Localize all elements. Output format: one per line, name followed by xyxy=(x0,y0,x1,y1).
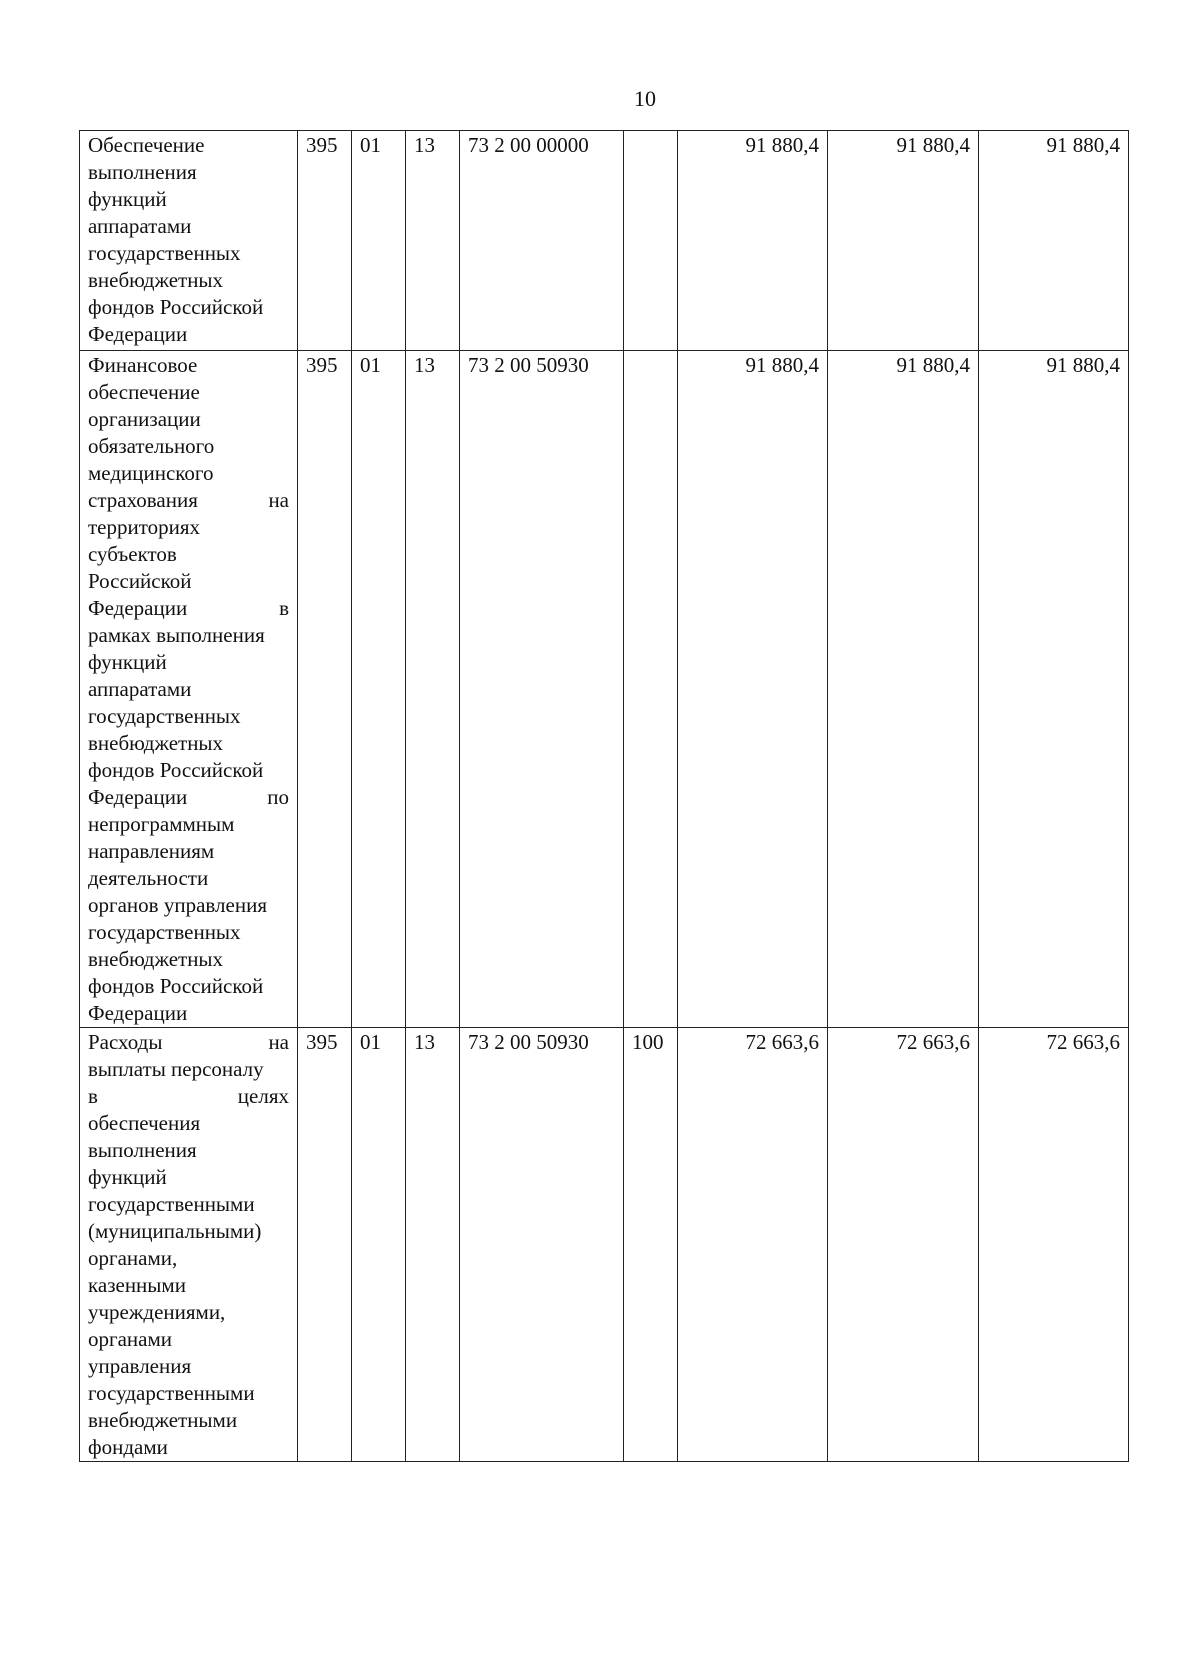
item-name-line: внебюджетных xyxy=(88,268,224,292)
item-name-line: обязательного xyxy=(88,434,215,458)
item-name-word: на xyxy=(268,1030,289,1054)
table-row xyxy=(80,351,1129,1028)
item-name-line: казенными xyxy=(88,1273,186,1297)
target-article-cell: 73 2 00 50930 xyxy=(460,1028,624,1462)
budget-table xyxy=(79,130,1129,1462)
item-name-word: страхования xyxy=(88,488,198,512)
item-name-line: учреждениями, xyxy=(88,1300,226,1324)
target-article-cell: 73 2 00 50930 xyxy=(460,351,624,1028)
item-name-line: государственных xyxy=(88,920,241,944)
grbs-cell: 395 xyxy=(298,131,352,351)
subsection-cell: 13 xyxy=(406,131,460,351)
item-name-word: Федерации xyxy=(88,785,188,809)
table-body xyxy=(80,131,1129,1462)
item-name-line: Федерации xyxy=(88,322,188,346)
section-cell: 01 xyxy=(352,131,406,351)
item-name-line: фондов Российской xyxy=(88,758,264,782)
item-name-line: государственными xyxy=(88,1381,255,1405)
item-name-line: Российской xyxy=(88,569,192,593)
item-name-line: деятельности xyxy=(88,866,209,890)
item-name-line: выплаты персоналу xyxy=(88,1057,264,1081)
item-name-line: государственными xyxy=(88,1192,255,1216)
grbs-cell: 395 xyxy=(298,351,352,1028)
amount-cell-1: 91 880,4 xyxy=(678,131,828,351)
grbs-cell: 395 xyxy=(298,1028,352,1462)
item-name-line: аппаратами xyxy=(88,677,192,701)
amount-cell-3: 72 663,6 xyxy=(979,1028,1129,1462)
amount-cell-1: 72 663,6 xyxy=(678,1028,828,1462)
item-name-line: государственных xyxy=(88,241,241,265)
item-name-line: (муниципальными) xyxy=(88,1219,262,1243)
item-name-line: Финансовое xyxy=(88,353,198,377)
subsection-cell: 13 xyxy=(406,1028,460,1462)
item-name-cell xyxy=(80,351,298,1028)
amount-cell-1: 91 880,4 xyxy=(678,351,828,1028)
amount-cell-2: 91 880,4 xyxy=(828,351,979,1028)
item-name-line: функций xyxy=(88,650,167,674)
item-name-line xyxy=(88,1083,289,1110)
item-name-word: в xyxy=(279,596,289,620)
item-name-line: территориях xyxy=(88,515,201,539)
item-name-line: государственных xyxy=(88,704,241,728)
item-name-line: функций xyxy=(88,1165,167,1189)
item-name-line: функций xyxy=(88,187,167,211)
item-name-word: на xyxy=(268,488,289,512)
item-name-line: непрограммным xyxy=(88,812,235,836)
item-name-line xyxy=(88,784,289,811)
item-name-line: обеспечения xyxy=(88,1111,201,1135)
item-name-cell xyxy=(80,131,298,351)
item-name-line xyxy=(88,1029,289,1056)
amount-cell-2: 91 880,4 xyxy=(828,131,979,351)
item-name-line: обеспечение xyxy=(88,380,200,404)
item-name-line: управления xyxy=(88,1354,192,1378)
item-name-line: организации xyxy=(88,407,201,431)
expense-type-cell xyxy=(624,131,678,351)
item-name-line: фондов Российской xyxy=(88,974,264,998)
item-name-line: субъектов xyxy=(88,542,177,566)
item-name-word: целях xyxy=(237,1084,289,1108)
item-name-line: направлениям xyxy=(88,839,215,863)
item-name-word: Расходы xyxy=(88,1030,163,1054)
item-name-line: фондов Российской xyxy=(88,295,264,319)
item-name-line: органами xyxy=(88,1327,173,1351)
item-name-line: аппаратами xyxy=(88,214,192,238)
item-name-cell xyxy=(80,1028,298,1462)
table-row xyxy=(80,131,1129,351)
section-cell: 01 xyxy=(352,351,406,1028)
section-cell: 01 xyxy=(352,1028,406,1462)
item-name-line: внебюджетными xyxy=(88,1408,238,1432)
amount-cell-3: 91 880,4 xyxy=(979,351,1129,1028)
item-name-line: Федерации xyxy=(88,1001,188,1025)
item-name-line: внебюджетных xyxy=(88,947,224,971)
item-name-line: Обеспечение xyxy=(88,133,205,157)
item-name-line: фондами xyxy=(88,1435,168,1459)
item-name-line: органами, xyxy=(88,1246,178,1270)
item-name-line: внебюджетных xyxy=(88,731,224,755)
page-number: 10 xyxy=(634,86,656,111)
item-name-line: органов управления xyxy=(88,893,267,917)
amount-cell-3: 91 880,4 xyxy=(979,131,1129,351)
expense-type-cell: 100 xyxy=(624,1028,678,1462)
item-name-line: медицинского xyxy=(88,461,214,485)
item-name-word: Федерации xyxy=(88,596,188,620)
item-name-line: рамках выполнения xyxy=(88,623,265,647)
table-row xyxy=(80,1028,1129,1462)
item-name-line xyxy=(88,487,289,514)
item-name-word: в xyxy=(88,1084,98,1108)
target-article-cell: 73 2 00 00000 xyxy=(460,131,624,351)
subsection-cell: 13 xyxy=(406,351,460,1028)
expense-type-cell xyxy=(624,351,678,1028)
item-name-line: выполнения xyxy=(88,160,197,184)
item-name-word: по xyxy=(267,785,289,809)
item-name-line: выполнения xyxy=(88,1138,197,1162)
item-name-line xyxy=(88,595,289,622)
amount-cell-2: 72 663,6 xyxy=(828,1028,979,1462)
